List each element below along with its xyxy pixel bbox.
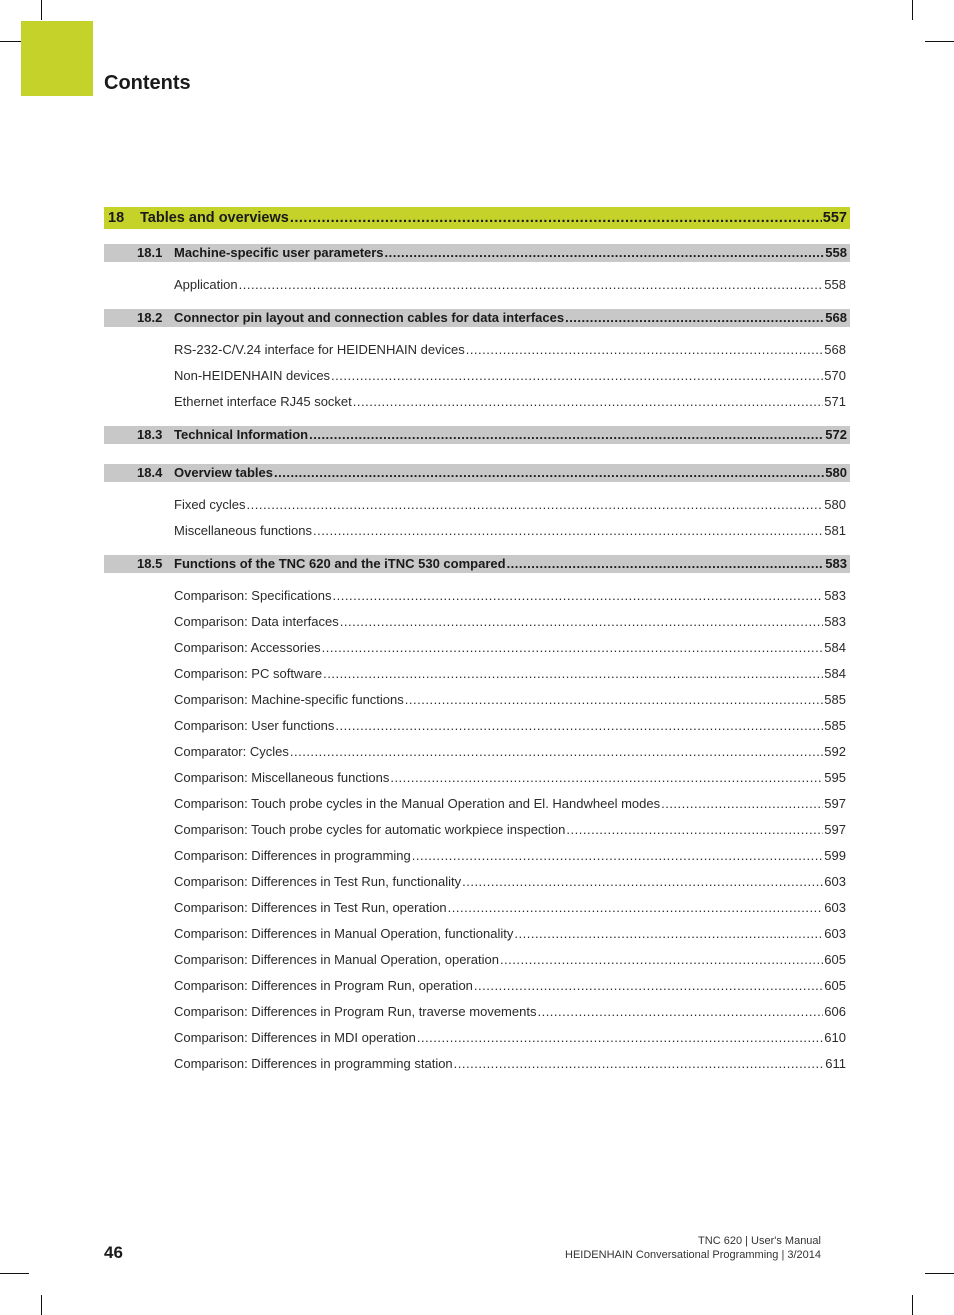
toc-section-row[interactable] — [104, 464, 850, 482]
entry-title: Fixed cycles — [174, 497, 246, 512]
toc-section-row[interactable] — [104, 244, 850, 262]
toc-entry-row[interactable] — [104, 739, 850, 765]
dot-leader — [462, 869, 823, 895]
toc-entry-row[interactable] — [104, 791, 850, 817]
section-gap — [104, 415, 850, 426]
page-ref: 605 — [824, 978, 846, 993]
toc-section-row[interactable] — [104, 426, 850, 444]
dot-leader — [331, 363, 823, 389]
entry-title: Miscellaneous functions — [174, 523, 313, 538]
crop-mark — [925, 41, 954, 42]
dot-leader — [661, 791, 823, 817]
section-number: 18.4 — [137, 465, 163, 480]
entry-title: Comparison: Data interfaces — [174, 614, 339, 629]
dot-leader — [309, 426, 824, 444]
dot-leader — [323, 661, 823, 687]
toc-entry-row[interactable] — [104, 843, 850, 869]
entry-title: Application — [174, 277, 238, 292]
page-ref: 606 — [824, 1004, 846, 1019]
page-ref: 595 — [824, 770, 846, 785]
toc-section-row[interactable] — [104, 309, 850, 327]
toc-entry-row[interactable] — [104, 337, 850, 363]
page-ref: 603 — [824, 874, 846, 889]
dot-leader — [412, 843, 824, 869]
crop-mark — [925, 1273, 954, 1274]
entry-title: Comparison: Touch probe cycles for automatic workpiece inspection — [174, 822, 566, 837]
entry-title: Comparison: User functions — [174, 718, 335, 733]
dot-leader — [405, 687, 824, 713]
entry-title: Non-HEIDENHAIN devices — [174, 368, 331, 383]
toc-chapter-row[interactable] — [104, 207, 850, 229]
page-ref: 597 — [824, 822, 846, 837]
page-ref: 592 — [824, 744, 846, 759]
dot-leader — [565, 309, 824, 327]
toc-entry-row[interactable] — [104, 661, 850, 687]
entry-title: Functions of the TNC 620 and the iTNC 530 compared — [174, 556, 506, 571]
toc-entry-row[interactable] — [104, 1025, 850, 1051]
entry-title: Comparison: Differences in Manual Operation, functionality — [174, 926, 514, 941]
page-ref: 599 — [824, 848, 846, 863]
entry-title: Connector pin layout and connection cables for data interfaces — [174, 310, 565, 325]
dot-leader — [274, 464, 824, 482]
dot-leader — [537, 999, 823, 1025]
entry-title: Comparison: Differences in MDI operation — [174, 1030, 416, 1045]
toc-entry-row[interactable] — [104, 869, 850, 895]
toc-entry-row[interactable] — [104, 947, 850, 973]
dot-leader — [313, 518, 823, 544]
page-ref: 585 — [824, 692, 846, 707]
section-number-wrap — [104, 464, 174, 482]
dot-leader — [290, 207, 822, 229]
page-ref: 603 — [824, 926, 846, 941]
page-ref: 611 — [825, 1056, 846, 1071]
toc-entry-row[interactable] — [104, 635, 850, 661]
entry-title: Comparison: Differences in programming station — [174, 1056, 453, 1071]
entry-title: Comparison: Differences in programming — [174, 848, 411, 863]
section-number-wrap — [104, 426, 174, 444]
page-ref: 603 — [824, 900, 846, 915]
page-ref: 557 — [822, 210, 847, 226]
dot-leader — [507, 555, 825, 573]
toc-entry-row[interactable] — [104, 1051, 850, 1077]
page-ref: 572 — [825, 427, 847, 442]
dot-leader — [247, 492, 824, 518]
crop-mark — [912, 0, 913, 20]
page-ref: 584 — [824, 666, 846, 681]
footer-line-1: TNC 620 | User's Manual — [698, 1235, 821, 1247]
toc-entry-row[interactable] — [104, 973, 850, 999]
toc-entry-row[interactable] — [104, 999, 850, 1025]
entry-title: Comparison: Touch probe cycles in the Manual Operation and El. Handwheel modes — [174, 796, 661, 811]
page-title: Contents — [104, 72, 191, 94]
page-number: 46 — [104, 1243, 123, 1262]
table-of-contents — [104, 207, 850, 1088]
toc-entry-row[interactable] — [104, 518, 850, 544]
toc-entry-row[interactable] — [104, 272, 850, 298]
entry-title: Tables and overviews — [140, 210, 289, 226]
page-ref: 558 — [825, 245, 847, 260]
entry-title: Comparison: Differences in Program Run, traverse movements — [174, 1004, 537, 1019]
entry-title: Machine-specific user parameters — [174, 245, 384, 260]
entry-title: Comparison: Differences in Test Run, operation — [174, 900, 447, 915]
dot-leader — [500, 947, 823, 973]
dot-leader — [514, 921, 823, 947]
section-number: 18.1 — [137, 245, 163, 260]
toc-entry-row[interactable] — [104, 921, 850, 947]
page-ref: 585 — [824, 718, 846, 733]
footer-info — [565, 1234, 821, 1262]
page-ref: 568 — [824, 342, 846, 357]
page-ref: 583 — [824, 588, 846, 603]
entry-title: RS-232-C/V.24 interface for HEIDENHAIN devices — [174, 342, 465, 357]
dot-leader — [448, 895, 824, 921]
toc-entry-row[interactable] — [104, 713, 850, 739]
toc-entry-row[interactable] — [104, 765, 850, 791]
entry-title: Ethernet interface RJ45 socket — [174, 394, 352, 409]
toc-entry-row[interactable] — [104, 389, 850, 415]
page-ref: 583 — [825, 556, 847, 571]
entry-title: Comparison: Differences in Test Run, functionality — [174, 874, 462, 889]
dot-leader — [340, 609, 824, 635]
dot-leader — [239, 272, 824, 298]
page-ref: 570 — [824, 368, 846, 383]
section-number-wrap — [104, 555, 174, 573]
dot-leader — [335, 713, 823, 739]
toc-entry-row[interactable] — [104, 687, 850, 713]
entry-title: Comparison: Specifications — [174, 588, 332, 603]
entry-title: Comparison: Machine-specific functions — [174, 692, 404, 707]
dot-leader — [566, 817, 823, 843]
crop-mark — [41, 0, 42, 20]
toc-entry-row[interactable] — [104, 817, 850, 843]
crop-mark — [912, 1295, 913, 1315]
toc-entry-row[interactable] — [104, 492, 850, 518]
entry-title: Comparison: Miscellaneous functions — [174, 770, 390, 785]
dot-leader — [353, 389, 824, 415]
dot-leader — [385, 244, 825, 262]
page-ref: 583 — [824, 614, 846, 629]
section-number: 18.2 — [137, 310, 163, 325]
page-ref: 580 — [824, 497, 846, 512]
section-number-wrap — [104, 244, 174, 262]
toc-section-row[interactable] — [104, 555, 850, 573]
entry-title: Comparison: PC software — [174, 666, 323, 681]
page-ref: 581 — [824, 523, 846, 538]
page-ref: 610 — [824, 1030, 846, 1045]
entry-title: Comparator: Cycles — [174, 744, 289, 759]
toc-entry-row[interactable] — [104, 583, 850, 609]
dot-leader — [417, 1025, 823, 1051]
section-gap — [104, 298, 850, 309]
section-number: 18.5 — [137, 556, 163, 571]
dot-leader — [290, 739, 823, 765]
dot-leader — [322, 635, 824, 661]
page-ref: 571 — [824, 394, 846, 409]
section-number: 18.3 — [137, 427, 163, 442]
page-ref: 580 — [825, 465, 847, 480]
entry-title: Overview tables — [174, 465, 273, 480]
entry-title: Comparison: Differences in Manual Operation, operation — [174, 952, 499, 967]
dot-leader — [390, 765, 823, 791]
section-number-wrap — [104, 309, 174, 327]
dot-leader — [454, 1051, 825, 1077]
accent-block — [21, 21, 93, 96]
page-ref: 584 — [824, 640, 846, 655]
dot-leader — [474, 973, 823, 999]
entry-title: Comparison: Differences in Program Run, operation — [174, 978, 473, 993]
toc-entry-row[interactable] — [104, 609, 850, 635]
entry-title: Technical Information — [174, 427, 309, 442]
chapter-number: 18 — [108, 210, 125, 226]
toc-entry-row[interactable] — [104, 895, 850, 921]
dot-leader — [333, 583, 824, 609]
section-gap — [104, 544, 850, 555]
footer-line-2: HEIDENHAIN Conversational Programming | 3/2014 — [565, 1249, 821, 1261]
page-ref: 558 — [824, 277, 846, 292]
page-ref: 597 — [824, 796, 846, 811]
dot-leader — [466, 337, 824, 363]
crop-mark — [41, 1295, 42, 1315]
crop-mark — [0, 1273, 29, 1274]
section-gap — [104, 1077, 850, 1088]
page-ref: 568 — [825, 310, 847, 325]
entry-title: Comparison: Accessories — [174, 640, 321, 655]
page-ref: 605 — [824, 952, 846, 967]
toc-entry-row[interactable] — [104, 363, 850, 389]
